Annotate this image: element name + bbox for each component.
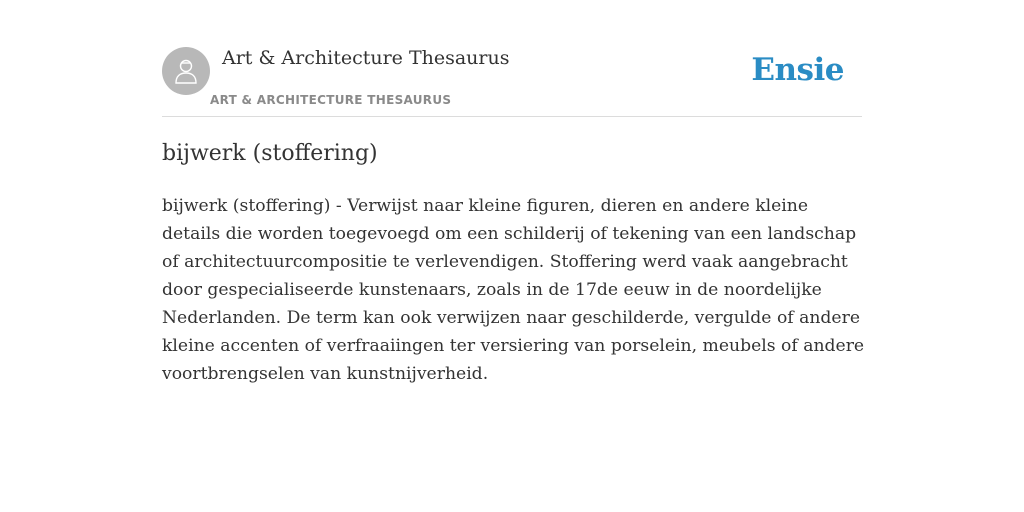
ensie-logo[interactable]: Ensie bbox=[751, 52, 844, 88]
entry-definition: bijwerk (stoffering) - Verwijst naar kleine figuren, dieren en andere kleine details die worden toegevoegd om een schilderij of tekening van een landschap of architectuurcompositie te verlevendigen. Stoffering werd vaak aangebracht door gespecialiseerde kunstenaars, zoals in de 17de eeuw in de noordelijke Nederlanden. De term kan ook verwijzen naar geschilderde, vergulde of andere kleine accenten of verfraaiingen ter versiering van porselein, meubels of andere voortbrengselen van kunstnijverheid. bbox=[162, 196, 865, 384]
user-icon bbox=[171, 56, 201, 86]
author-subtitle[interactable]: ART & ARCHITECTURE THESAURUS bbox=[210, 93, 452, 107]
avatar[interactable] bbox=[162, 47, 210, 95]
author-name[interactable]: Art & Architecture Thesaurus bbox=[222, 47, 510, 69]
header bbox=[162, 46, 862, 117]
entry-title: bijwerk (stoffering) bbox=[162, 141, 378, 166]
